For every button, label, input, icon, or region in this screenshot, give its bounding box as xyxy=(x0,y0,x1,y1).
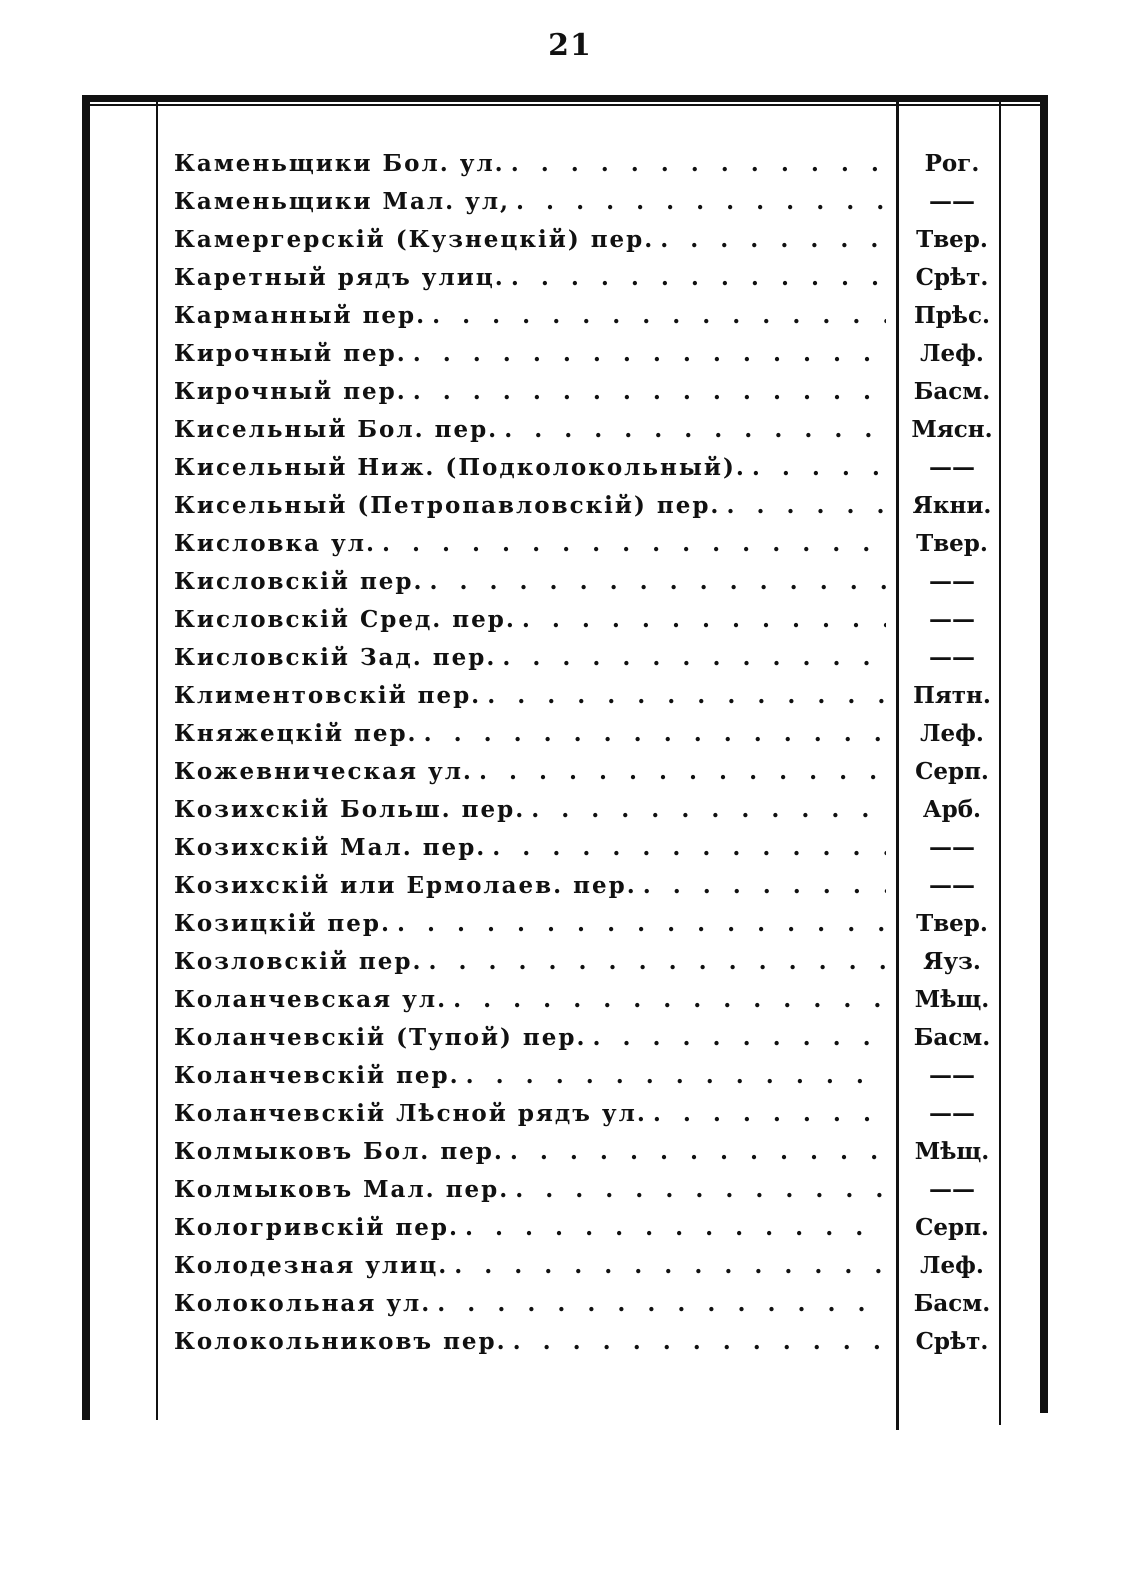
index-row xyxy=(174,672,1004,710)
street-name: Кисельный Бол. пер. xyxy=(174,416,499,443)
street-name: Каретный рядъ улиц. xyxy=(174,264,505,291)
index-row xyxy=(174,862,1004,900)
district-abbrev: —— xyxy=(929,1062,975,1089)
district-abbrev: Мѣщ. xyxy=(914,986,990,1013)
street-cell xyxy=(174,530,886,558)
index-row xyxy=(174,710,1004,748)
district-abbrev: Леф. xyxy=(920,720,984,747)
street-cell xyxy=(174,1024,886,1052)
district-abbrev: Рог. xyxy=(924,150,980,177)
dot-leader xyxy=(654,226,886,254)
street-cell xyxy=(174,1328,886,1356)
dot-leader xyxy=(376,530,886,558)
street-name: Кирочный пер. xyxy=(174,378,407,405)
index-row xyxy=(174,748,1004,786)
district-abbrev: —— xyxy=(929,568,975,595)
frame-left-outer-rule xyxy=(82,95,90,1420)
index-row xyxy=(174,482,1004,520)
index-row xyxy=(174,1128,1004,1166)
index-row xyxy=(174,1014,1004,1052)
street-cell xyxy=(174,644,886,672)
street-cell xyxy=(174,1252,886,1280)
index-row xyxy=(174,1166,1004,1204)
index-row xyxy=(174,634,1004,672)
street-name: Кожевническая ул. xyxy=(174,758,473,785)
street-name: Кисловскій пер. xyxy=(174,568,424,595)
district-abbrev: —— xyxy=(929,606,975,633)
dot-leader xyxy=(418,720,886,748)
street-cell xyxy=(174,150,886,178)
district-abbrev: Мясн. xyxy=(911,416,993,443)
index-row xyxy=(174,596,1004,634)
index-row xyxy=(174,900,1004,938)
frame-right-outer-rule xyxy=(1040,95,1048,1413)
district-abbrev: —— xyxy=(929,872,975,899)
dot-leader xyxy=(424,568,887,596)
index-row xyxy=(174,1280,1004,1318)
dot-leader xyxy=(509,1176,886,1204)
street-cell xyxy=(174,492,886,520)
index-row xyxy=(174,330,1004,368)
street-name: Княжецкій пер. xyxy=(174,720,418,747)
dot-leader xyxy=(507,1328,886,1356)
street-name: Коланчевская ул. xyxy=(174,986,448,1013)
index-row xyxy=(174,976,1004,1014)
district-abbrev: Срѣт. xyxy=(915,264,989,291)
district-abbrev: Басм. xyxy=(913,1290,991,1317)
index-row xyxy=(174,1090,1004,1128)
street-cell xyxy=(174,264,886,292)
district-abbrev: —— xyxy=(929,834,975,861)
dot-leader xyxy=(746,454,886,482)
index-row xyxy=(174,1318,1004,1356)
street-name: Камергерскій (Кузнецкій) пер. xyxy=(174,226,655,253)
street-name: Козихскій Больш. пер. xyxy=(174,796,526,823)
index-row xyxy=(174,520,1004,558)
street-cell xyxy=(174,568,886,596)
index-row xyxy=(174,292,1004,330)
district-abbrev: —— xyxy=(929,454,975,481)
district-abbrev: Якни. xyxy=(912,492,992,519)
dot-leader xyxy=(422,948,886,976)
dot-leader xyxy=(647,1100,886,1128)
district-abbrev: Леф. xyxy=(920,1252,984,1279)
index-row xyxy=(174,368,1004,406)
district-abbrev: Леф. xyxy=(920,340,984,367)
street-cell xyxy=(174,302,886,330)
street-cell xyxy=(174,834,886,862)
index-row xyxy=(174,216,1004,254)
district-abbrev: —— xyxy=(929,188,975,215)
street-name: Каменьщики Бол. ул. xyxy=(174,150,505,177)
index-row xyxy=(174,938,1004,976)
street-cell xyxy=(174,1290,886,1318)
street-name: Коланчевскій пер. xyxy=(174,1062,460,1089)
street-cell xyxy=(174,720,886,748)
dot-leader xyxy=(510,188,886,216)
dot-leader xyxy=(498,416,886,444)
index-row xyxy=(174,140,1004,178)
district-abbrev: Твер. xyxy=(916,226,988,253)
district-abbrev: Серп. xyxy=(915,1214,989,1241)
dot-leader xyxy=(496,644,886,672)
index-row xyxy=(174,1204,1004,1242)
district-abbrev: Пятн. xyxy=(913,682,991,709)
street-name: Козицкій пер. xyxy=(174,910,391,937)
dot-leader xyxy=(459,1214,886,1242)
frame-top-rule xyxy=(82,95,1048,102)
district-abbrev: —— xyxy=(929,644,975,671)
street-cell xyxy=(174,1176,886,1204)
street-name: Колмыковъ Бол. пер. xyxy=(174,1138,504,1165)
page-number: 21 xyxy=(548,28,592,63)
district-abbrev: Мѣщ. xyxy=(914,1138,990,1165)
street-cell xyxy=(174,758,886,786)
street-name: Климентовскій пер. xyxy=(174,682,482,709)
street-cell xyxy=(174,1138,886,1166)
street-name: Кисельный (Петропавловскій) пер. xyxy=(174,492,721,519)
street-cell xyxy=(174,188,886,216)
street-name: Каменьщики Мал. ул, xyxy=(174,188,511,215)
street-cell xyxy=(174,986,886,1014)
street-cell xyxy=(174,948,886,976)
dot-leader xyxy=(473,758,886,786)
street-name: Колокольная ул. xyxy=(174,1290,432,1317)
street-name: Козихскій Мал. пер. xyxy=(174,834,487,861)
street-name: Коланчевскій (Тупой) пер. xyxy=(174,1024,587,1051)
district-abbrev: Твер. xyxy=(916,530,988,557)
street-name: Колмыковъ Мал. пер. xyxy=(174,1176,510,1203)
dot-leader xyxy=(460,1062,886,1090)
street-name: Колодезная улиц. xyxy=(174,1252,449,1279)
index-row xyxy=(174,254,1004,292)
district-abbrev: Твер. xyxy=(916,910,988,937)
district-abbrev: Басм. xyxy=(913,1024,991,1051)
district-abbrev: Прѣс. xyxy=(914,302,990,329)
dot-leader xyxy=(504,1138,886,1166)
district-abbrev: Яуз. xyxy=(923,948,981,975)
street-cell xyxy=(174,1062,886,1090)
street-name: Кологривскій пер. xyxy=(174,1214,460,1241)
street-cell xyxy=(174,682,886,710)
index-row xyxy=(174,444,1004,482)
street-name: Кисловка ул. xyxy=(174,530,376,557)
dot-leader xyxy=(426,302,886,330)
street-cell xyxy=(174,796,886,824)
street-cell xyxy=(174,1100,886,1128)
street-cell xyxy=(174,378,886,406)
street-cell xyxy=(174,910,886,938)
index-row xyxy=(174,406,1004,444)
street-name: Колокольниковъ пер. xyxy=(174,1328,507,1355)
street-cell xyxy=(174,226,886,254)
dot-leader xyxy=(516,606,886,634)
dot-leader xyxy=(505,264,886,292)
dot-leader xyxy=(481,682,886,710)
index-row xyxy=(174,824,1004,862)
street-cell xyxy=(174,454,886,482)
dot-leader xyxy=(407,340,886,368)
dot-leader xyxy=(448,1252,886,1280)
dot-leader xyxy=(431,1290,886,1318)
street-name: Кисловскій Зад. пер. xyxy=(174,644,497,671)
frame-left-inner-rule xyxy=(156,100,158,1420)
street-name: Карманный пер. xyxy=(174,302,427,329)
index-row xyxy=(174,1052,1004,1090)
dot-leader xyxy=(505,150,886,178)
dot-leader xyxy=(720,492,886,520)
district-abbrev: Арб. xyxy=(922,796,982,823)
street-name: Козловскій пер. xyxy=(174,948,423,975)
dot-leader xyxy=(525,796,886,824)
street-cell xyxy=(174,340,886,368)
index-row xyxy=(174,1242,1004,1280)
district-abbrev: Басм. xyxy=(913,378,991,405)
dot-leader xyxy=(407,378,886,406)
index-row xyxy=(174,786,1004,824)
district-abbrev: Серп. xyxy=(915,758,989,785)
street-name: Кисловскій Сред. пер. xyxy=(174,606,516,633)
street-name: Коланчевскій Лѣсной рядъ ул. xyxy=(174,1100,647,1127)
dot-leader xyxy=(391,910,886,938)
street-index-list xyxy=(174,140,1004,1356)
dot-leader xyxy=(486,834,886,862)
dot-leader xyxy=(637,872,886,900)
dot-leader xyxy=(447,986,886,1014)
street-name: Козихскій или Ермолаев. пер. xyxy=(174,872,637,899)
street-cell xyxy=(174,872,886,900)
index-row xyxy=(174,178,1004,216)
district-abbrev: —— xyxy=(929,1176,975,1203)
dot-leader xyxy=(587,1024,887,1052)
street-name: Кисельный Ниж. (Подколокольный). xyxy=(174,454,746,481)
district-abbrev: Срѣт. xyxy=(915,1328,989,1355)
street-cell xyxy=(174,1214,886,1242)
street-name: Кирочный пер. xyxy=(174,340,407,367)
index-row xyxy=(174,558,1004,596)
street-cell xyxy=(174,606,886,634)
district-abbrev: —— xyxy=(929,1100,975,1127)
street-cell xyxy=(174,416,886,444)
